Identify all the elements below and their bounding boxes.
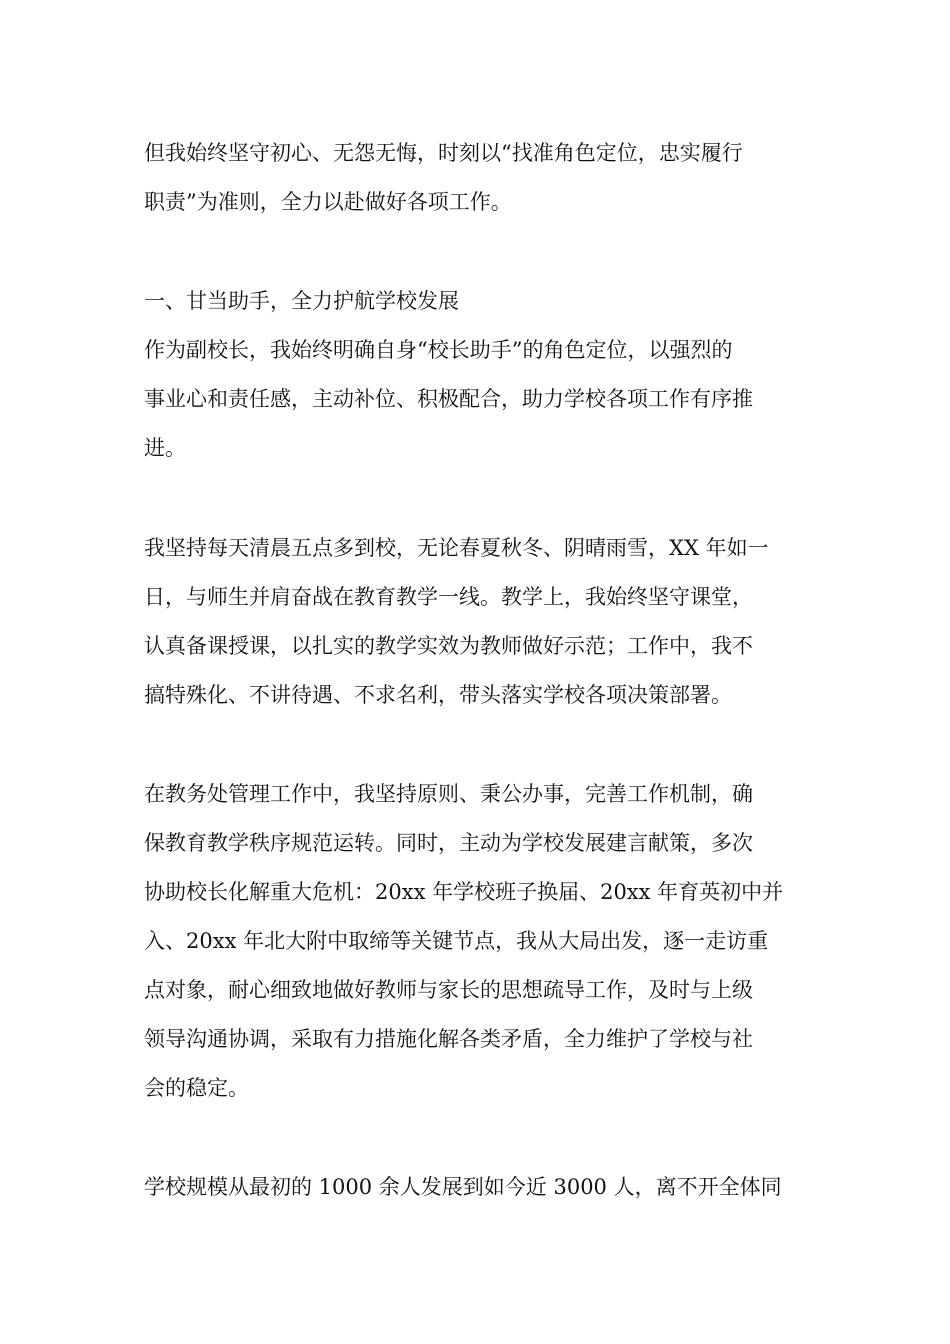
paragraph-daily-line-2: 日，与师生并肩奋战在教育教学一线。教学上，我始终坚守课堂， <box>144 585 753 609</box>
paragraph-office-line-1: 在教务处管理工作中，我坚持原则、秉公办事，完善工作机制，确 <box>144 782 753 806</box>
paragraph-office-line-5: 点对象，耐心细致地做好教师与家长的思想疏导工作，及时与上级 <box>144 978 753 1002</box>
paragraph-role-line-1: 作为副校长，我始终明确自身“校长助手”的角色定位，以强烈的 <box>144 338 733 362</box>
paragraph-daily-line-3: 认真备课授课，以扎实的教学实效为教师做好示范；工作中，我不 <box>144 634 753 658</box>
paragraph-office-line-4: 入、20xx 年北大附中取缔等关键节点，我从大局出发，逐一走访重 <box>144 929 769 953</box>
paragraph-role-line-2: 事业心和责任感，主动补位、积极配合，助力学校各项工作有序推 <box>144 387 753 411</box>
section-heading: 一、甘当助手，全力护航学校发展 <box>144 289 459 313</box>
paragraph-office-line-6: 领导沟通协调，采取有力措施化解各类矛盾，全力维护了学校与社 <box>144 1027 753 1051</box>
paragraph-daily-line-1: 我坚持每天清晨五点多到校，无论春夏秋冬、阴晴雨雪，XX 年如一 <box>144 536 769 560</box>
paragraph-office-line-7: 会的稳定。 <box>144 1076 249 1100</box>
paragraph-daily-line-4: 搞特殊化、不讲待遇、不求名利，带头落实学校各项决策部署。 <box>144 683 732 707</box>
paragraph-intro-line-2: 职责”为准则，全力以赴做好各项工作。 <box>144 190 512 214</box>
paragraph-scale-line-1: 学校规模从最初的 1000 余人发展到如今近 3000 人，离不开全体同 <box>144 1175 782 1199</box>
paragraph-role-line-3: 进。 <box>144 436 186 460</box>
paragraph-office-line-3: 协助校长化解重大危机：20xx 年学校班子换届、20xx 年育英初中并 <box>144 880 784 904</box>
paragraph-intro-line-1: 但我始终坚守初心、无怨无悔，时刻以“找准角色定位，忠实履行 <box>144 141 743 165</box>
paragraph-office-line-2: 保教育教学秩序规范运转。同时，主动为学校发展建言献策，多次 <box>144 831 753 855</box>
